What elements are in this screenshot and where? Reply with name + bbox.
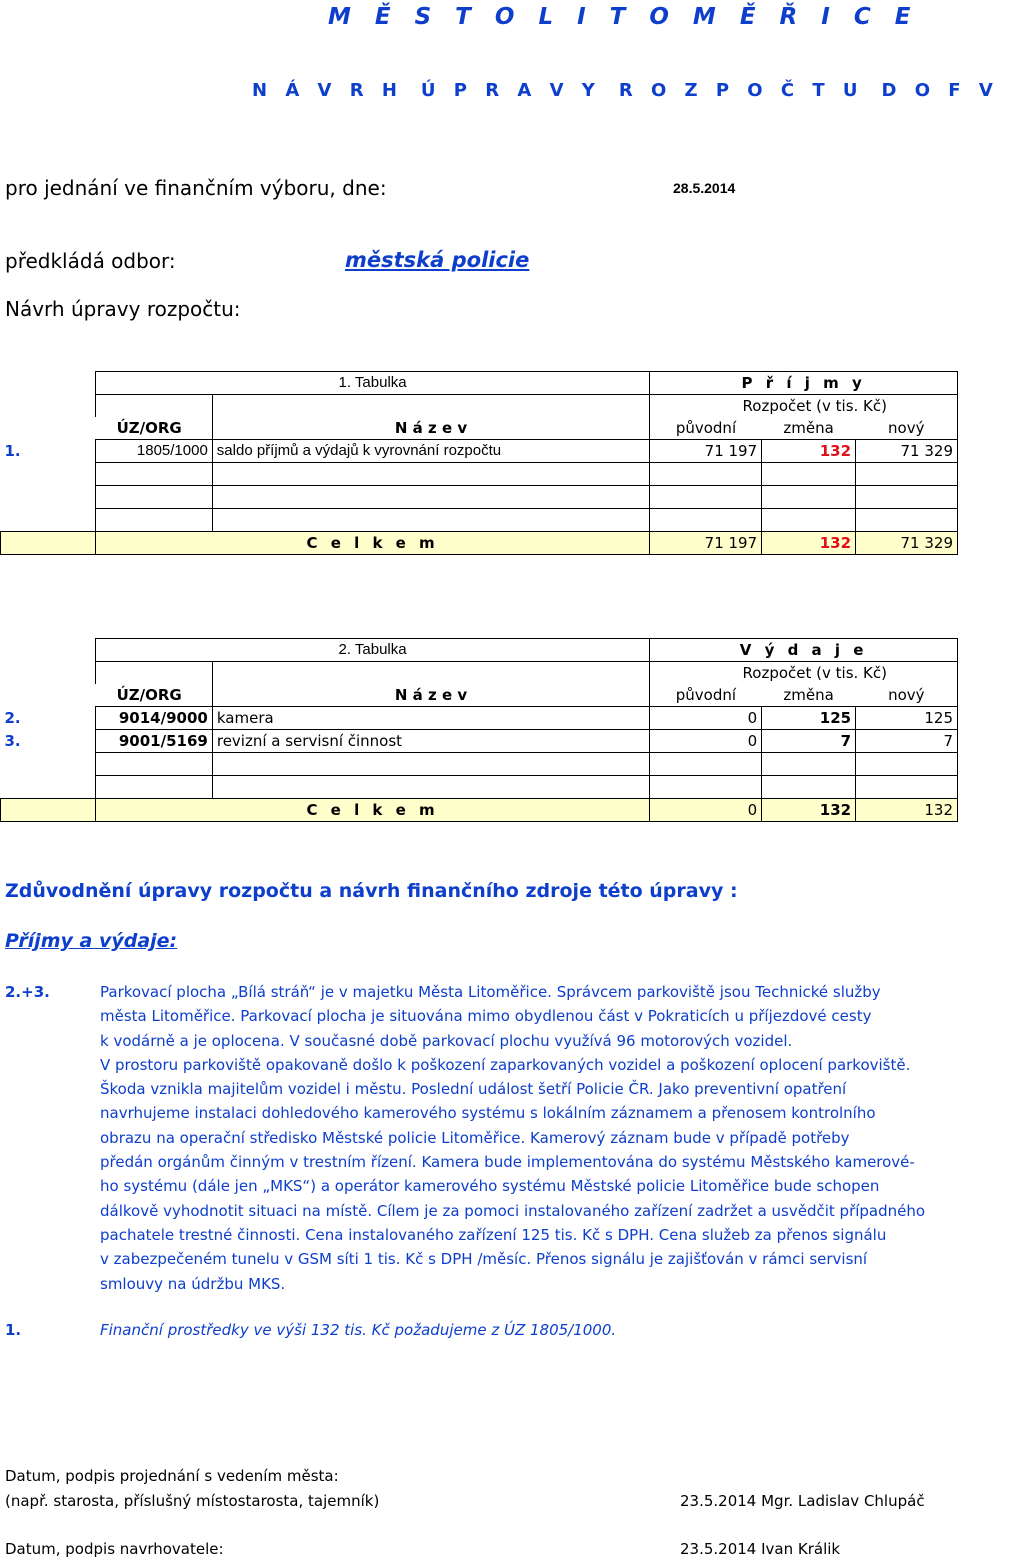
paragraph-line: navrhujeme instalaci dohledového kamerového systému s lokálním záznamem a přenosem kontrolního: [100, 1104, 876, 1123]
discussed-signature: 23.5.2014 Mgr. Ladislav Chlupáč: [680, 1492, 925, 1510]
justification-paragraph: [100, 980, 950, 1296]
paragraph-line: pachatele trestné činnosti. Cena instalovaného zařízení 125 tis. Kč s DPH. Cena služeb za přenos signálu: [100, 1225, 887, 1244]
row-number: 3.: [4, 732, 21, 750]
table1-total-label: C e l k e m: [95, 532, 649, 555]
paragraph-line: v zabezpečeném tunelu v GSM síti 1 tis. Kč s DPH /měsíc. Přenos signálu je zajišťován v rámci servisní: [100, 1250, 868, 1269]
row-orig: 0: [650, 730, 762, 753]
table1-col-uz: ÚZ/ORG: [1, 417, 213, 440]
page-subtitle: [252, 80, 1017, 101]
row-new: 7: [856, 730, 958, 753]
row-number: 1.: [4, 442, 21, 460]
table1-col-orig: původní: [650, 417, 762, 440]
item-number: 2.+3.: [5, 983, 50, 1001]
table1-caption: 1. Tabulka: [95, 372, 649, 395]
submitter-value: městská policie: [345, 248, 530, 272]
table1-total-row: [1, 532, 958, 555]
row-change: 125: [762, 707, 856, 730]
table2-total-label: C e l k e m: [95, 799, 649, 822]
proposal-label: Návrh úpravy rozpočtu:: [5, 297, 241, 321]
meeting-label: pro jednání ve finančním výboru, dne:: [5, 176, 387, 200]
table2-total-orig: 0: [650, 799, 762, 822]
table1-total-orig: 71 197: [650, 532, 762, 555]
funding-number: 1.: [5, 1321, 22, 1339]
table1-col-name: N á z e v: [212, 417, 649, 440]
row-number: 2.: [4, 709, 21, 727]
table2-col-change: změna: [762, 684, 856, 707]
row-code: 9014/9000: [95, 707, 212, 730]
income-table: [0, 371, 958, 555]
table1-col-change: změna: [762, 417, 856, 440]
table2-section: V ý d a j e: [650, 639, 958, 662]
row-name: saldo příjmů a výdajů k vyrovnání rozpočtu: [212, 440, 649, 463]
meeting-date: 28.5.2014: [673, 180, 736, 196]
submitter-label: předkládá odbor:: [5, 249, 176, 273]
discussed-note: (např. starosta, příslušný místostarosta, tajemník): [5, 1492, 380, 1510]
justification-heading: Zdůvodnění úpravy rozpočtu a návrh finančního zdroje této úpravy :: [5, 880, 738, 902]
table2-col-uz: ÚZ/ORG: [1, 684, 213, 707]
paragraph-line: města Litoměřice. Parkovací plocha je situována mimo obydlenou část v Pokraticích u příjezdové cesty: [100, 1007, 872, 1026]
table1-total-new: 71 329: [856, 532, 958, 555]
subtitle-part-2: Ú P R A V Y: [420, 80, 601, 101]
row-orig: 71 197: [650, 440, 762, 463]
table2-col-name: N á z e v: [212, 684, 649, 707]
paragraph-line: obrazu na operační středisko Městské policie Litoměřice. Kamerový záznam bude v případě potřeby: [100, 1128, 850, 1147]
table2-total-change: 132: [762, 799, 856, 822]
row-change: 132: [762, 440, 856, 463]
table2-col-new: nový: [856, 684, 958, 707]
row-code: 9001/5169: [95, 730, 212, 753]
subtitle-part-3: R O Z P O Č T U: [618, 80, 864, 101]
table2-col-orig: původní: [650, 684, 762, 707]
justification-subheading: Příjmy a výdaje:: [5, 930, 178, 952]
table1-total-change: 132: [762, 532, 856, 555]
row-orig: 0: [650, 707, 762, 730]
page-title: M Ě S T O L I T O M Ě Ř I C E: [328, 4, 919, 30]
table2-budget-label: Rozpočet (v tis. Kč): [650, 662, 958, 685]
row-new: 71 329: [856, 440, 958, 463]
proposer-label: Datum, podpis navrhovatele:: [5, 1540, 224, 1558]
table-row: [1, 707, 958, 730]
paragraph-line: Parkovací plocha „Bílá stráň“ je v majetku Města Litoměřice. Správcem parkoviště jsou Technické služby: [100, 983, 881, 1001]
subtitle-part-1: N Á V R H: [252, 80, 403, 101]
table1-col-new: nový: [856, 417, 958, 440]
paragraph-line: dálkově vyhodnotit situaci na místě. Cílem je za pomoci instalovaného zařízení zadržet a usvědčit případného: [100, 1201, 926, 1220]
paragraph-line: Škoda vznikla majitelům vozidel i městu. Poslední událost šetří Policie ČR. Jako preventivní opatření: [100, 1080, 847, 1099]
subtitle-part-4: D O F V: [881, 80, 999, 101]
row-new: 125: [856, 707, 958, 730]
paragraph-line: ho systému (dále jen „MKS“) a operátor kamerového systému Městské policie Litoměřice bude schopen: [100, 1177, 880, 1196]
paragraph-line: smlouvy na údržbu MKS.: [100, 1274, 286, 1293]
table1-budget-label: Rozpočet (v tis. Kč): [650, 395, 958, 418]
table-row: [1, 440, 958, 463]
table2-caption: 2. Tabulka: [95, 639, 649, 662]
proposer-signature: 23.5.2014 Ivan Králik: [680, 1540, 841, 1558]
table1-section: P ř í j m y: [650, 372, 958, 395]
table-row: [1, 730, 958, 753]
row-name: kamera: [212, 707, 649, 730]
table2-total-row: [1, 799, 958, 822]
row-code: 1805/1000: [95, 440, 212, 463]
expense-table: [0, 638, 958, 822]
paragraph-line: V prostoru parkoviště opakovaně došlo k poškození zaparkovaných vozidel a poškození oplocení parkoviště.: [100, 1055, 911, 1074]
row-change: 7: [762, 730, 856, 753]
paragraph-line: předán orgánům činným v trestním řízení. Kamera bude implementována do systému Městského kamerové-: [100, 1153, 915, 1172]
table2-total-new: 132: [856, 799, 958, 822]
row-name: revizní a servisní činnost: [212, 730, 649, 753]
discussed-label: Datum, podpis projednání s vedením města:: [5, 1467, 339, 1485]
paragraph-line: k vodárně a je oplocena. V současné době parkovací plochu využívá 96 motorových vozidel.: [100, 1031, 793, 1050]
funding-text: Finanční prostředky ve výši 132 tis. Kč požadujeme z ÚZ 1805/1000.: [100, 1321, 617, 1339]
